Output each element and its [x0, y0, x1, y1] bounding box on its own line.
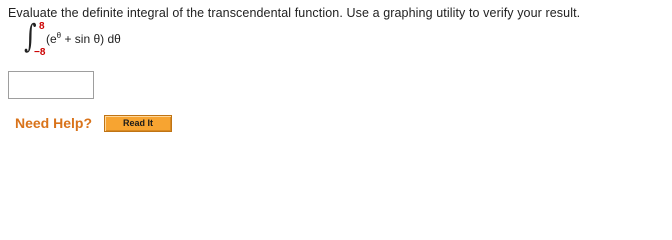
integrand-rest: + sin θ) dθ — [61, 32, 121, 46]
integrand-exponent: θ — [56, 31, 62, 40]
integral-expression — [24, 18, 224, 62]
answer-input[interactable] — [8, 71, 94, 99]
upper-limit: 8 — [39, 21, 45, 32]
question-text: Evaluate the definite integral of the transcendental function. Use a graphing utility to verify your result. — [8, 6, 581, 20]
integral-sign: ∫ — [24, 17, 37, 55]
read-it-button[interactable]: Read It — [104, 115, 172, 132]
lower-limit: −8 — [34, 47, 46, 58]
integrand — [46, 32, 121, 46]
integrand-base: (e — [46, 32, 57, 46]
need-help-label: Need Help? — [15, 115, 93, 131]
